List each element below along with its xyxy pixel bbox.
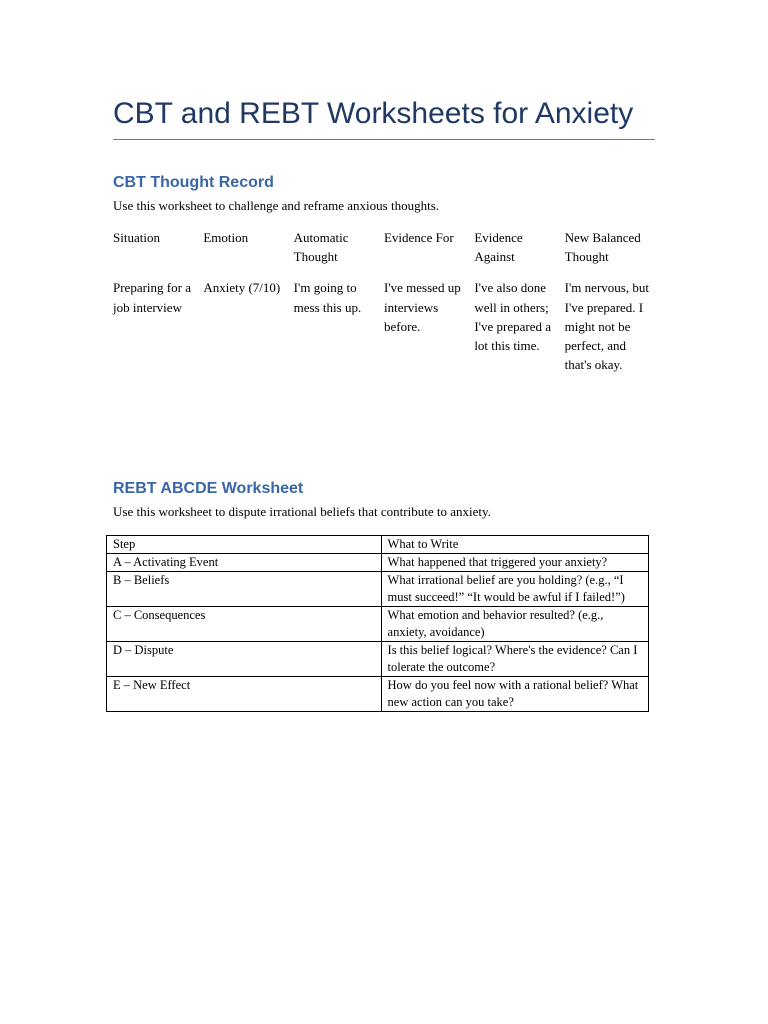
cbt-col-evidence-against: Evidence Against [474, 230, 523, 265]
rebt-abcde-table [106, 535, 649, 712]
rebt-step-a: A – Activating Event [107, 554, 382, 572]
rebt-step-d: D – Dispute [107, 642, 382, 677]
cbt-intro: Use this worksheet to challenge and reframe anxious thoughts. [113, 198, 439, 213]
cbt-col-new-balanced-thought: New Balanced Thought [564, 230, 641, 265]
table-row [107, 677, 649, 712]
table-row [107, 572, 649, 607]
rebt-write-b: What irrational belief are you holding? (e.g., “I must succeed!” “It would be awful if I failed!”) [381, 572, 648, 607]
rebt-write-d: Is this belief logical? Where's the evidence? Can I tolerate the outcome? [381, 642, 648, 677]
rebt-write-a: What happened that triggered your anxiety? [381, 554, 648, 572]
table-row [107, 642, 649, 677]
cbt-col-situation: Situation [113, 230, 160, 245]
table-row [113, 278, 655, 374]
cbt-cell-situation: Preparing for a job interview [113, 280, 191, 315]
cbt-cell-emotion: Anxiety (7/10) [203, 280, 281, 296]
rebt-header-row [107, 536, 649, 554]
cbt-col-emotion: Emotion [203, 230, 249, 245]
table-row [107, 607, 649, 642]
cbt-cell-evidence-for: I've messed up interviews before. [383, 280, 461, 334]
cbt-col-automatic-thought: Automatic Thought [293, 230, 349, 265]
rebt-col-what-to-write: What to Write [381, 536, 648, 554]
cbt-cell-new-balanced-thought: I'm nervous, but I've prepared. I might not be perfect, and that's okay. [564, 280, 649, 373]
cbt-thought-record-table [113, 228, 655, 374]
cbt-col-evidence-for: Evidence For [383, 230, 454, 245]
title-underline [113, 139, 655, 140]
cbt-header-row [113, 228, 655, 278]
rebt-step-e: E – New Effect [107, 677, 382, 712]
table-row [107, 554, 649, 572]
cbt-cell-evidence-against: I've also done well in others; I've prepared a lot this time. [474, 280, 551, 354]
rebt-write-c: What emotion and behavior resulted? (e.g., anxiety, avoidance) [381, 607, 648, 642]
rebt-intro: Use this worksheet to dispute irrational beliefs that contribute to anxiety. [113, 504, 491, 519]
cbt-cell-automatic-thought: I'm going to mess this up. [293, 280, 362, 315]
rebt-write-e: How do you feel now with a rational belief? What new action can you take? [381, 677, 648, 712]
document-title: CBT and REBT Worksheets for Anxiety [113, 97, 634, 130]
rebt-col-step: Step [107, 536, 382, 554]
rebt-heading: REBT ABCDE Worksheet [113, 480, 304, 497]
rebt-step-c: C – Consequences [107, 607, 382, 642]
cbt-heading: CBT Thought Record [113, 174, 274, 191]
rebt-step-b: B – Beliefs [107, 572, 382, 607]
